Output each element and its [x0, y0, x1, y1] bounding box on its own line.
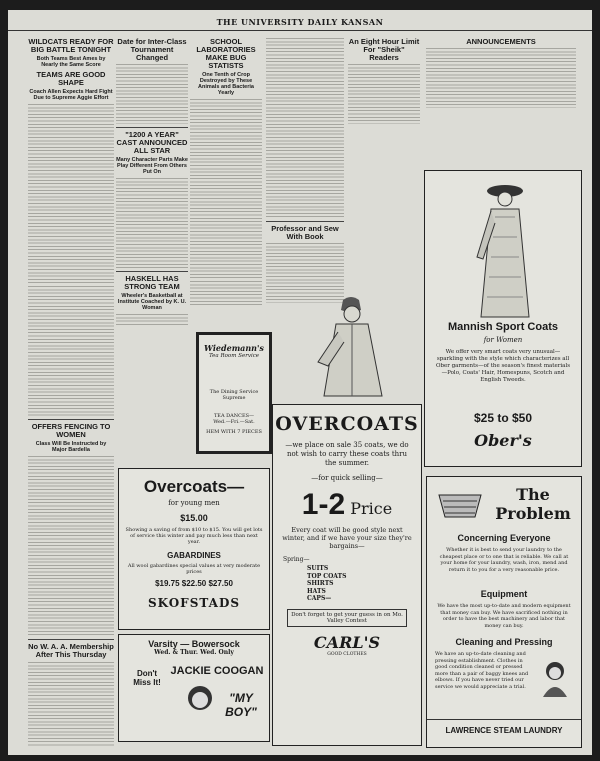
laundry-basket-icon	[435, 489, 485, 519]
ad-subtitle: for young men	[168, 499, 220, 507]
laundry-name: LAWRENCE STEAM LAUNDRY	[427, 719, 581, 735]
article-body	[348, 64, 420, 124]
ad-copy: Whether it is best to send your laundry to the cheapest place or to one that is reliable. We call at your home for your laundry, wash, iron, mend and return it to you for a very reasonable price.	[439, 547, 569, 573]
article-body	[266, 38, 344, 218]
newspaper-page	[8, 10, 592, 755]
carls-tagline: GOOD CLOTHES	[327, 651, 367, 657]
ad-copy: Showing a saving of from $10 to $15. You will get lots of service this winter and pay much less than next year.	[125, 527, 263, 545]
subheadline: Wheeler's Basketball at Institute Coached by K. U. Woman	[117, 293, 187, 311]
column-2	[116, 36, 188, 326]
woman-in-coat-illustration	[465, 177, 545, 327]
ad-headline: Mannish Sport Coats	[447, 321, 558, 333]
spring-label: Spring—	[283, 556, 310, 563]
ad-copy: We have an up-to-date cleaning and pressing establishment. Clothes in good condition cleaned or pressed more than a pair of baggy knees and elbows. If you have never tried our service we would appreciate a trial.	[435, 651, 529, 690]
ad-copy: We have the most up-to-date and modern equipment that money can buy. We have sacrificed nothing in order to have the best machinery and labor that money can buy.	[437, 603, 571, 629]
wiedemann-tea: TEA DANCES—	[213, 413, 255, 419]
ad-headline: OVERCOATS	[275, 413, 419, 435]
section-heading: Cleaning and Pressing	[455, 637, 553, 647]
dont-miss-it: Don't Miss It!	[133, 669, 161, 687]
article-body	[190, 281, 262, 305]
article-body	[116, 64, 188, 124]
headline: OFFERS FENCING TO WOMEN	[31, 422, 111, 439]
carls-overcoats-ad	[272, 404, 422, 746]
ad-headline: The Problem	[495, 485, 571, 523]
film-title: "MY BOY"	[225, 691, 257, 719]
laundry-ad	[426, 476, 582, 748]
wiedemann-menu: HEM WITH 7 PIECES	[206, 429, 262, 435]
ad-price-range: $25 to $50	[473, 411, 533, 425]
ad-subhead: —for quick selling—	[311, 474, 383, 482]
section-heading: Concerning Everyone	[457, 533, 551, 543]
headline: Date for Inter-Class Tournament Changed	[117, 37, 187, 62]
overcoats-young-men-ad	[118, 468, 270, 630]
article-body	[426, 48, 576, 108]
article-body	[116, 178, 188, 268]
ad-copy: —we place on sale 35 coats, we do not wish to carry these coats thru the summer.	[285, 441, 409, 467]
skofstads-logo: SKOFSTADS	[147, 596, 241, 610]
wiedemann-dining: The Dining Service Supreme	[209, 389, 259, 401]
article-body	[190, 99, 262, 279]
ad-headline: Overcoats—	[143, 477, 245, 496]
ad-prices: $19.75 $22.50 $27.50	[155, 579, 233, 588]
child-star-portrait	[185, 683, 215, 713]
wiedemann-subtitle: Tea Room Service	[208, 353, 260, 359]
column-4	[266, 36, 344, 306]
subheadline: Both Teams Best Ames by Nearly the Same Score	[36, 56, 106, 68]
subheadline: Many Character Parts Make Play Different From Others Put On	[116, 157, 188, 175]
mannish-sport-coats-ad	[424, 170, 582, 467]
paper-name: THE UNIVERSITY DAILY KANSAN	[216, 17, 384, 27]
article-body	[28, 286, 114, 416]
ad-copy: All wool gabardines special values at very moderate prices	[127, 563, 261, 575]
ad-subtitle: for Women	[483, 336, 523, 344]
ad-copy: Every coat will be good style next winter, and if we have your size they're bargains—	[282, 526, 412, 550]
theatre-ad	[118, 634, 270, 742]
subheadline: Class Will Be Instructed by Major Bardella	[35, 441, 107, 453]
carls-logo: CARL'S	[313, 632, 381, 652]
wiedemann-title: Wiedemann's	[204, 343, 264, 353]
article-body	[28, 456, 114, 636]
article-body	[28, 662, 114, 746]
headline: No W. A. A. Membership After This Thursday	[28, 642, 114, 659]
wiedemann-days: Wed.—Fri.—Sat.	[213, 419, 255, 425]
fraction-half: 1-2	[301, 488, 346, 521]
half-price	[273, 488, 421, 522]
theatre-days: Wed. & Thur. Wed. Only	[154, 649, 234, 656]
woman-portrait-illustration	[535, 657, 575, 697]
ad-price: $15.00	[180, 513, 208, 523]
obers-logo: Ober's	[474, 431, 532, 450]
headline: SCHOOL LABORATORIES MAKE BUG STATISTS	[196, 37, 256, 70]
theatre-names: Varsity — Bowersock	[148, 639, 240, 649]
column-3	[190, 36, 262, 336]
spring-items: SUITS TOP COATS SHIRTS HATS CAPS—	[307, 565, 347, 602]
headline: Professor and Sew With Book	[271, 224, 339, 241]
man-in-overcoat-illustration	[298, 292, 408, 402]
subheadline: Coach Allen Expects Hard Fight Due to Supreme Aggie Effort	[29, 89, 113, 101]
article-body	[28, 104, 114, 284]
subheadline: One Tenth of Crop Destroyed by These Animals and Bacteria Yearly	[198, 72, 254, 96]
section-heading: Equipment	[480, 589, 528, 599]
headline: HASKELL HAS STRONG TEAM	[124, 274, 180, 291]
voting-notice: Don't forget to get your guess in on Mo. Valley Contest	[287, 609, 407, 627]
masthead	[8, 16, 592, 31]
ad-section: GABARDINES	[167, 551, 221, 560]
column-1	[28, 36, 114, 746]
star-name: JACKIE COOGAN	[170, 665, 264, 677]
column-5	[348, 36, 420, 156]
headline: An Eight Hour Limit For "Sheik" Readers	[348, 37, 420, 62]
headline: "1200 A YEAR" CAST ANNOUNCED ALL STAR	[116, 130, 188, 155]
column-6	[426, 36, 576, 136]
article-body	[116, 314, 188, 326]
wiedemann-ad	[196, 332, 272, 454]
price-word: Price	[350, 499, 393, 518]
ad-copy: We offer very smart coats very unusual—sparkling with the style which characterizes all Ober garments—of the season's finest materials—Polo, Coats' Hair, Homespuns, Scotch and English Tweeds.	[435, 349, 571, 383]
headline: ANNOUNCEMENTS	[466, 37, 536, 46]
headline: TEAMS ARE GOOD SHAPE	[36, 70, 106, 87]
headline: WILDCATS READY FOR BIG BATTLE TONIGHT	[28, 37, 114, 54]
